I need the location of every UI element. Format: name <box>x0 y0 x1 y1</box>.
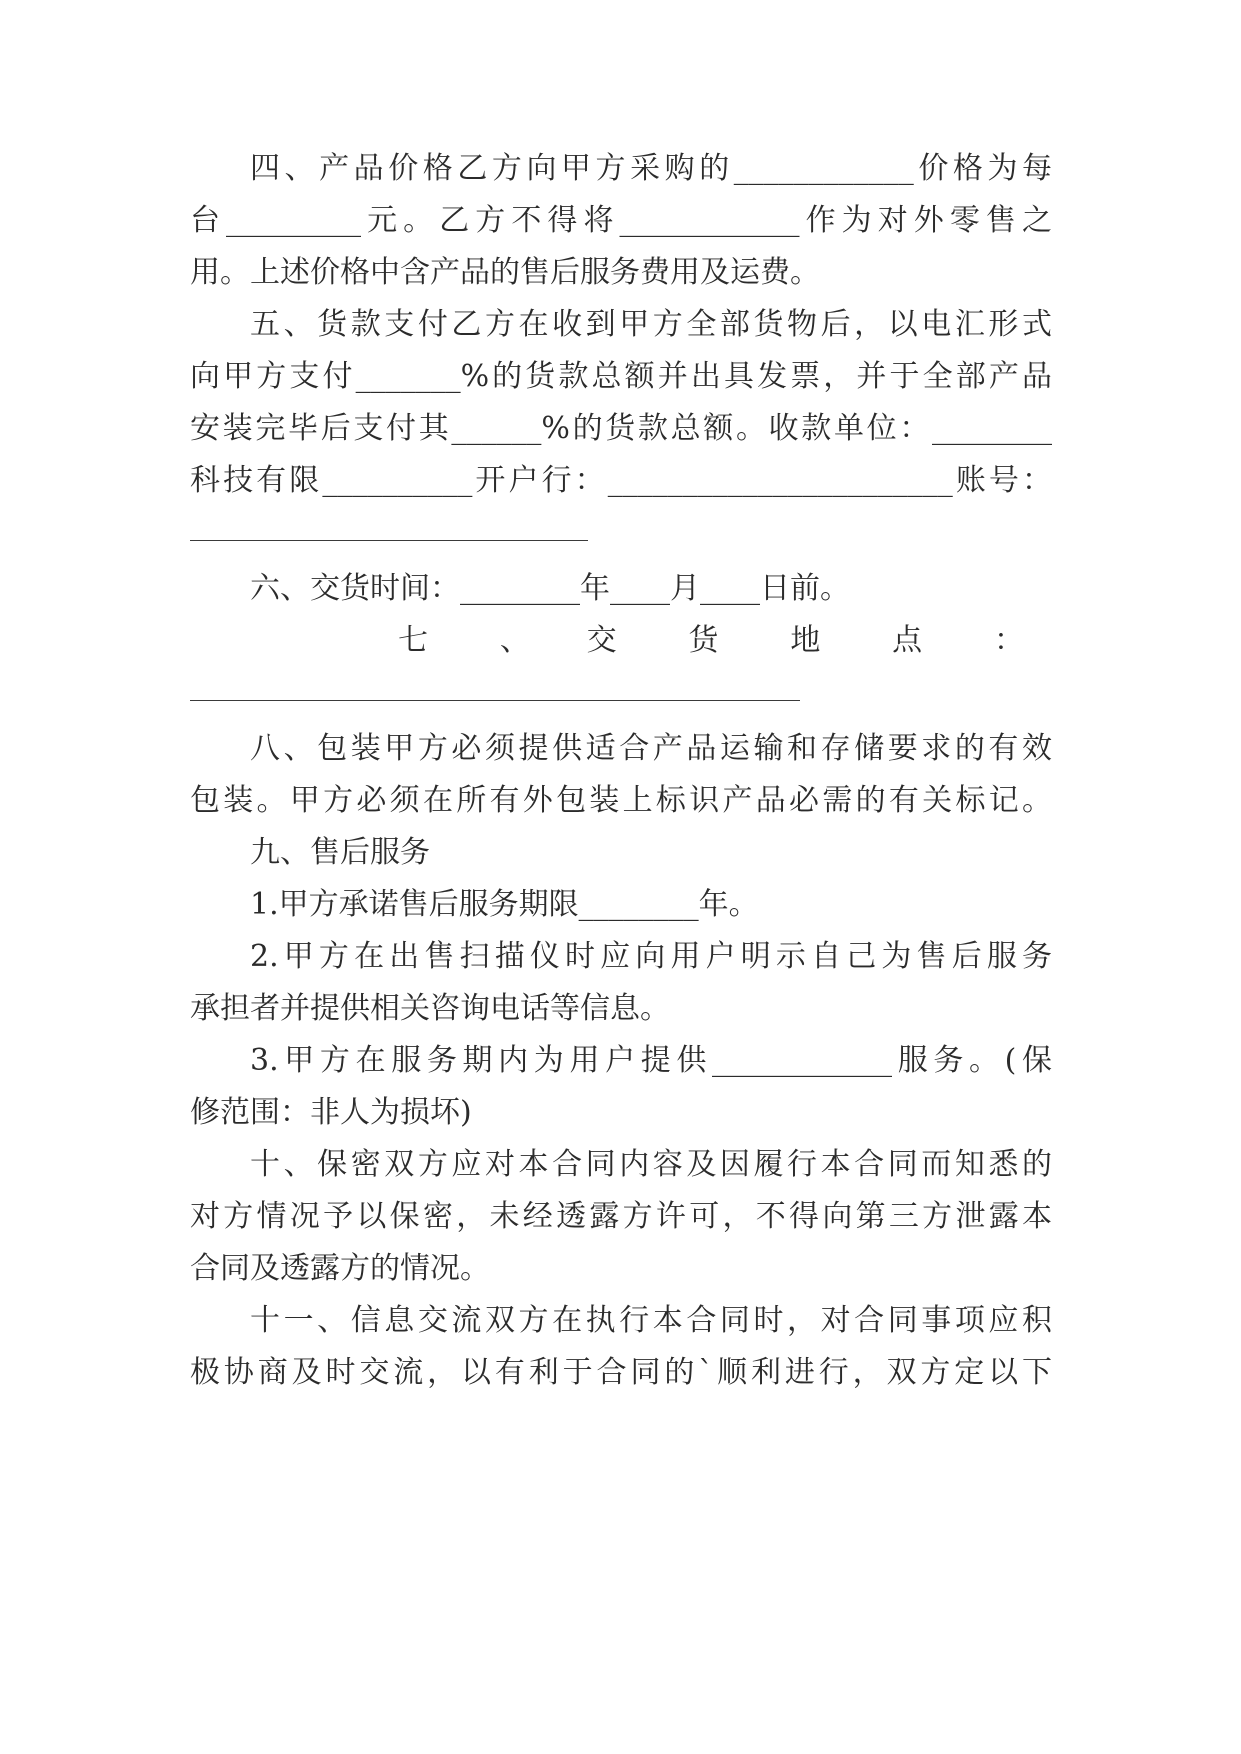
clause-9-item-2-line-2: 承担者并提供相关咨询电话等信息。 <box>190 991 670 1026</box>
clause-6: 六、交货时间：________年____月____日前。 <box>250 571 850 606</box>
delivery-location-blank <box>190 700 800 701</box>
clause-7-heading: 七 、 交 货 地 点 ： <box>398 623 1024 658</box>
clause-5-line-4: 科技有限__________开户行：_______________________账号： <box>190 463 1052 498</box>
clause-10-line-2: 对方情况予以保密，未经透露方许可，不得向第三方泄露本 <box>190 1199 1052 1234</box>
clause-4-line-3: 用。上述价格中含产品的售后服务费用及运费。 <box>190 255 820 290</box>
clause-10-line-3: 合同及透露方的情况。 <box>190 1251 490 1286</box>
account-number-blank <box>190 540 588 541</box>
clause-5-line-3: 安装完毕后支付其______%的货款总额。收款单位：________ <box>190 411 1052 446</box>
clause-10-line-1: 十、保密双方应对本合同内容及因履行本合同而知悉的 <box>250 1147 1052 1182</box>
clause-9-heading: 九、售后服务 <box>250 835 430 870</box>
clause-11-line-2: 极协商及时交流，以有利于合同的`顺利进行，双方定以下 <box>190 1355 1052 1390</box>
clause-9-item-3-line-2: 修范围：非人为损坏) <box>190 1095 472 1130</box>
clause-8-line-1: 八、包装甲方必须提供适合产品运输和存储要求的有效 <box>250 731 1052 766</box>
clause-8-line-2: 包装。甲方必须在所有外包装上标识产品必需的有关标记。 <box>190 783 1052 818</box>
clause-4-line-1: 四、产品价格乙方向甲方采购的____________价格为每 <box>250 151 1052 186</box>
clause-4-line-2: 台_________元。乙方不得将____________作为对外零售之 <box>190 203 1052 238</box>
clause-5-line-1: 五、货款支付乙方在收到甲方全部货物后，以电汇形式 <box>250 307 1052 342</box>
clause-9-item-1: 1.甲方承诺售后服务期限________年。 <box>250 887 759 922</box>
clause-11-line-1: 十一、信息交流双方在执行本合同时，对合同事项应积 <box>250 1303 1052 1338</box>
clause-9-item-3-line-1: 3.甲方在服务期内为用户提供____________服务。(保 <box>250 1043 1052 1078</box>
clause-5-line-2: 向甲方支付_______%的货款总额并出具发票，并于全部产品 <box>190 359 1052 394</box>
clause-9-item-2-line-1: 2.甲方在出售扫描仪时应向用户明示自己为售后服务 <box>250 939 1052 974</box>
